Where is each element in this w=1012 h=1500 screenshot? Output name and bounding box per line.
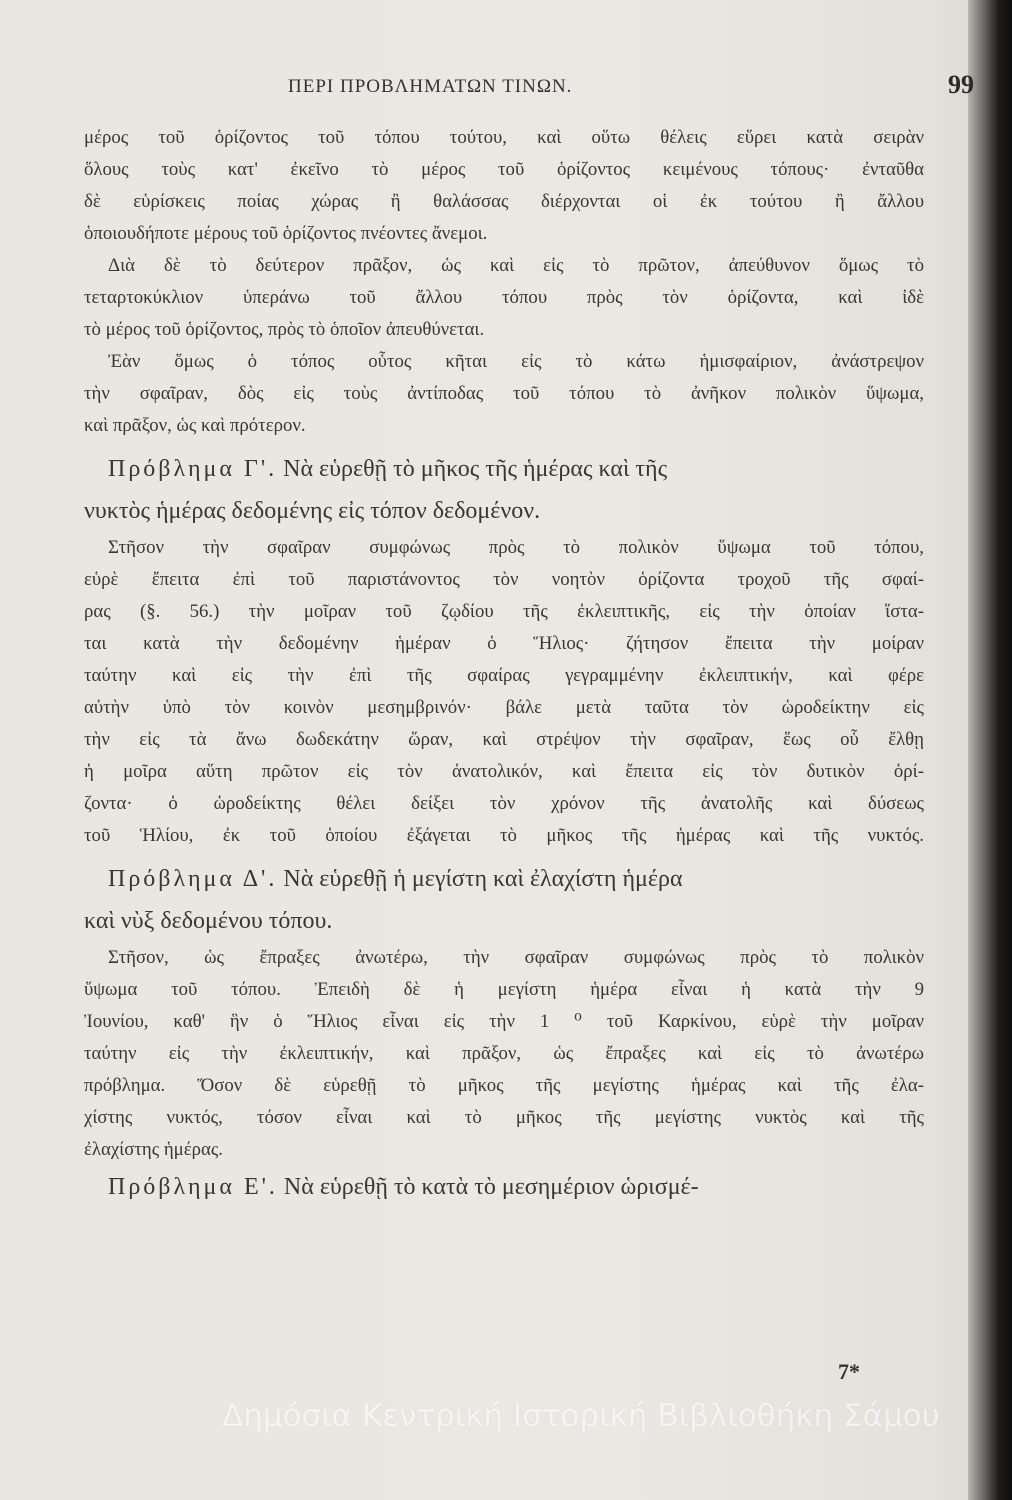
text-line: δὲ εὑρίσκεις ποίας χώρας ἢ θαλάσσας διέρχονται οἱ ἐκ τούτου ἢ ἄλλου	[84, 191, 924, 212]
signature-mark: 7*	[838, 1359, 860, 1384]
problem-e-heading	[84, 1166, 924, 1208]
problem-c-label: Πρόβλημα Γ'.	[108, 456, 278, 482]
text-line: τεταρτοκύκλιον ὑπεράνω τοῦ ἄλλου τόπου πρὸς τὸν ὁρίζοντα, καὶ ἰδὲ	[84, 287, 924, 308]
problem-c-title-cont: νυκτὸς ἡμέρας δεδομένης εἰς τόπον δεδομένον.	[84, 498, 541, 524]
problem-e-title: Νὰ εὑρεθῇ τὸ κατὰ τὸ μεσημέριον ὡρισμέ-	[283, 1174, 699, 1200]
book-spine-shadow	[968, 0, 1012, 1500]
text-line: χίστης νυκτός, τόσον εἶναι καὶ τὸ μῆκος τῆς μεγίστης νυκτὸς καὶ τῆς	[84, 1107, 924, 1128]
page-header	[0, 70, 1012, 110]
text-line: τὸ μέρος τοῦ ὁρίζοντος, πρὸς τὸ ὁποῖον ἀπευθύνεται.	[84, 319, 485, 340]
text-line: Ἐὰν ὅμως ὁ τόπος οὗτος κῆται εἰς τὸ κάτω ἡμισφαίριον, ἀνάστρεψον	[108, 351, 924, 372]
body-text	[84, 122, 924, 1208]
problem-d-title-cont: καὶ νὺξ δεδομένου τόπου.	[84, 908, 333, 934]
text-line: αὐτὴν ὑπὸ τὸν κοινὸν μεσημβρινόν· βάλε μετὰ ταῦτα τὸν ὡροδείκτην εἰς	[84, 697, 924, 718]
text-line: ἐλαχίστης ἡμέρας.	[84, 1139, 223, 1160]
text-line: ἡ μοῖρα αὕτη πρῶτον εἰς τὸν ἀνατολικόν, καὶ ἔπειτα εἰς τὸν δυτικὸν ὁρί-	[84, 761, 924, 782]
text-line: ὕψωμα τοῦ τόπου. Ἐπειδὴ δὲ ἡ μεγίστη ἡμέρα εἶναι ἡ κατὰ τὴν 9	[84, 979, 924, 1000]
text-line: μέρος τοῦ ὁρίζοντος τοῦ τόπου τούτου, καὶ οὕτω θέλεις εὕρει κατὰ σειρὰν	[84, 127, 924, 148]
problem-c-title: Νὰ εὑρεθῇ τὸ μῆκος τῆς ἡμέρας καὶ τῆς	[283, 456, 668, 482]
library-watermark: Δημόσια Κεντρική Ιστορική Βιβλιοθήκη Σάμου	[222, 1398, 940, 1434]
problem-e-label: Πρόβλημα Ε'.	[108, 1174, 278, 1200]
text-line: τὴν σφαῖραν, δὸς εἰς τοὺς ἀντίποδας τοῦ τόπου τὸ ἀνῆκον πολικὸν ὕψωμα,	[84, 383, 924, 404]
problem-c-heading	[84, 448, 924, 490]
text-line: καὶ πρᾶξον, ὡς καὶ πρότερον.	[84, 415, 306, 436]
text-line: πρόβλημα. Ὅσον δὲ εὑρεθῇ τὸ μῆκος τῆς μεγίστης ἡμέρας καὶ τῆς ἐλα-	[84, 1075, 924, 1096]
problem-d-title: Νὰ εὑρεθῇ ἡ μεγίστη καὶ ἐλαχίστη ἡμέρα	[283, 866, 683, 892]
text-line: Διὰ δὲ τὸ δεύτερον πρᾶξον, ὡς καὶ εἰς τὸ πρῶτον, ἀπεύθυνον ὅμως τὸ	[108, 255, 924, 276]
problem-d-heading	[84, 858, 924, 900]
page-number: 99	[948, 70, 974, 99]
text-line: ται κατὰ τὴν δεδομένην ἡμέραν ὁ Ἥλιος· ζήτησον ἔπειτα τὴν μοίραν	[84, 633, 924, 654]
text-line: ὁποιουδήποτε μέρους τοῦ ὁρίζοντος πνέοντες ἄνεμοι.	[84, 223, 488, 244]
text-line: Ἰουνίου, καθ' ἣν ὁ Ἥλιος εἶναι εἰς τὴν 1 ⁰ τοῦ Καρκίνου, εὑρὲ τὴν μοῖραν	[84, 1011, 924, 1032]
text-line: ζοντα· ὁ ὡροδείκτης θέλει δείξει τὸν χρόνον τῆς ἀνατολῆς καὶ δύσεως	[84, 793, 924, 814]
problem-d-label: Πρόβλημα Δ'.	[108, 866, 278, 892]
text-line: ὅλους τοὺς κατ' ἐκεῖνο τὸ μέρος τοῦ ὁρίζοντος κειμένους τόπους· ἐνταῦθα	[84, 159, 924, 180]
text-line: ταύτην εἰς τὴν ἐκλειπτικήν, καὶ πρᾶξον, ὡς ἔπραξες καὶ εἰς τὸ ἀνωτέρω	[84, 1043, 924, 1064]
running-head: ΠΕΡΙ ΠΡΟΒΛΗΜΑΤΩΝ ΤΙΝΩΝ.	[288, 76, 573, 97]
text-line: εὑρὲ ἔπειτα ἐπὶ τοῦ παριστάνοντος τὸν νοητὸν ὁρίζοντα τροχοῦ τῆς σφαί-	[84, 569, 924, 590]
text-line: τοῦ Ἡλίου, ἐκ τοῦ ὁποίου ἐξάγεται τὸ μῆκος τῆς ἡμέρας καὶ τῆς νυκτός.	[84, 825, 924, 846]
text-line: ταύτην καὶ εἰς τὴν ἐπὶ τῆς σφαίρας γεγραμμένην ἐκλειπτικήν, καὶ φέρε	[84, 665, 924, 686]
text-line: τὴν εἰς τὰ ἄνω δωδεκάτην ὥραν, καὶ στρέψον τὴν σφαῖραν, ἕως οὗ ἔλθῃ	[84, 729, 924, 750]
text-line: ρας (§. 56.) τὴν μοῖραν τοῦ ζῳδίου τῆς ἐκλειπτικῆς, εἰς τὴν ὁποίαν ἵστα-	[84, 601, 924, 622]
text-line: Στῆσον τὴν σφαῖραν συμφώνως πρὸς τὸ πολικὸν ὕψωμα τοῦ τόπου,	[108, 537, 924, 558]
text-line: Στῆσον, ὡς ἔπραξες ἀνωτέρω, τὴν σφαῖραν συμφώνως πρὸς τὸ πολικὸν	[108, 947, 924, 968]
